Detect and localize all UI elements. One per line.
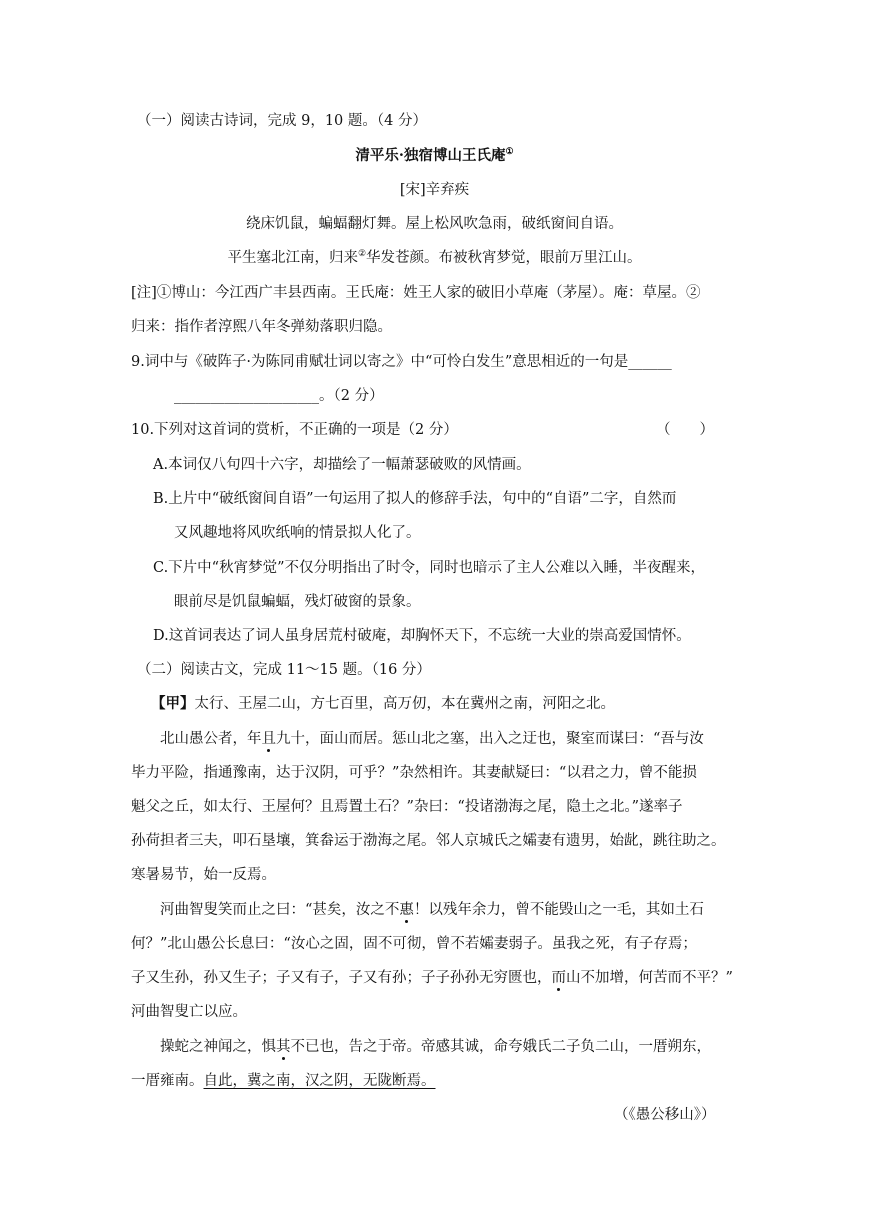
option-a: A.本词仅八句四十六字，却描绘了一幅萧瑟破败的风情画。 bbox=[153, 457, 531, 473]
poem-notes-line-1: [注]①博山：今江西广丰县西南。王氏庵：姓王人家的破旧小草庵（茅屋）。庵：草屋。② bbox=[131, 285, 701, 301]
section2-heading: （二）阅读古文，完成 11～15 题。（16 分） bbox=[137, 662, 431, 678]
question-9-line-2: ____________________。（2 分） bbox=[174, 388, 384, 404]
question-9-line-1: 9.词中与《破阵子·为陈同甫赋壮词以寄之》中“可怜白发生”意思相近的一句是______ bbox=[131, 354, 672, 370]
passage-jia-para-1: 【甲】太行、王屋二山，方七百里，高万仞，本在冀州之南，河阳之北。 bbox=[151, 695, 615, 712]
para2-line-4: 孙荷担者三夫，叩石垦壤，箕畚运于渤海之尾。邻人京城氏之孀妻有遗男，始龀，跳往助之。 bbox=[131, 833, 726, 849]
para3-line-3: 子又生孙，孙又生子；子又有子，子又有孙；子子孙孙无穷匮也，而山不加增，何苦而不平？” bbox=[131, 970, 733, 986]
option-d: D.这首词表达了词人虽身居荒村破庵，却胸怀天下，不忘统一大业的崇高爱国情怀。 bbox=[153, 628, 691, 644]
poem-author: [宋]辛弃疾 bbox=[399, 182, 470, 198]
underlined-sentence: 自此，冀之南，汉之阴，无陇断焉。 bbox=[203, 1073, 436, 1089]
poem-notes-line-2: 归来：指作者淳熙八年冬弹劾落职归隐。 bbox=[131, 319, 392, 335]
para2-line-5: 寒暑易节，始一反焉。 bbox=[131, 867, 276, 883]
question-10-stem: 10.下列对这首词的赏析，不正确的一项是（2 分） bbox=[131, 422, 458, 438]
option-c-line-1: C.下片中“秋宵梦觉”不仅分明指出了时令，同时也暗示了主人公难以入睡，半夜醒来， bbox=[153, 560, 706, 576]
poem-title-footnote-mark: ① bbox=[505, 147, 514, 158]
para4-line-1: 操蛇之神闻之，惧其不已也，告之于帝。帝感其诚，命夸娥氏二子负二山，一厝朔东， bbox=[160, 1039, 711, 1055]
dotted-char-er: 而 bbox=[551, 970, 566, 986]
para2-line-1: 北山愚公者，年且九十，面山而居。惩山北之塞，出入之迂也，聚室而谋曰：“吾与汝 bbox=[160, 731, 704, 747]
question-10-answer-paren: （ ） bbox=[656, 422, 714, 438]
option-b-line-1: B.上片中“破纸窗间自语”一句运用了拟人的修辞手法，句中的“自语”二字，自然而 bbox=[153, 491, 677, 507]
dotted-char-hui: 惠 bbox=[399, 902, 414, 918]
para4-line-2: 一厝雍南。自此，冀之南，汉之阴，无陇断焉。 bbox=[131, 1073, 436, 1089]
para2-line-3: 魁父之丘，如太行、王屋何？且焉置土石？”杂曰：“投诸渤海之尾，隐土之北。”遂率子 bbox=[131, 799, 683, 815]
dotted-char-qi: 其 bbox=[276, 1039, 291, 1055]
section1-heading: （一）阅读古诗词，完成 9，10 题。（4 分） bbox=[137, 113, 427, 129]
passage-jia-label: 【甲】 bbox=[151, 695, 195, 712]
poem-line-1: 绕床饥鼠，蝙蝠翻灯舞。屋上松风吹急雨，破纸窗间自语。 bbox=[246, 216, 623, 232]
dotted-char-qie: 且 bbox=[261, 731, 276, 747]
passage-source: （《愚公移山》） bbox=[614, 1107, 716, 1123]
para3-line-4: 河曲智叟亡以应。 bbox=[131, 1004, 247, 1020]
poem-line-2: 平生塞北江南，归来②华发苍颜。布被秋宵梦觉，眼前万里江山。 bbox=[227, 249, 642, 266]
poem-title: 清平乐·独宿博山王氏庵① bbox=[355, 147, 514, 164]
para2-line-2: 毕力平险，指通豫南，达于汉阴，可乎？”杂然相许。其妻献疑曰：“以君之力，曾不能损 bbox=[131, 765, 697, 781]
para3-line-2: 何？”北山愚公长息曰：“汝心之固，固不可彻，曾不若孀妻弱子。虽我之死，有子存焉； bbox=[131, 936, 697, 952]
poem-footnote-mark: ② bbox=[357, 249, 367, 260]
option-c-line-2: 眼前尽是饥鼠蝙蝠，残灯破窗的景象。 bbox=[174, 594, 421, 610]
para3-line-1: 河曲智叟笑而止之曰：“甚矣，汝之不惠！以残年余力，曾不能毁山之一毛，其如土石 bbox=[160, 902, 704, 918]
option-b-line-2: 又风趣地将风吹纸响的情景拟人化了。 bbox=[174, 525, 421, 541]
